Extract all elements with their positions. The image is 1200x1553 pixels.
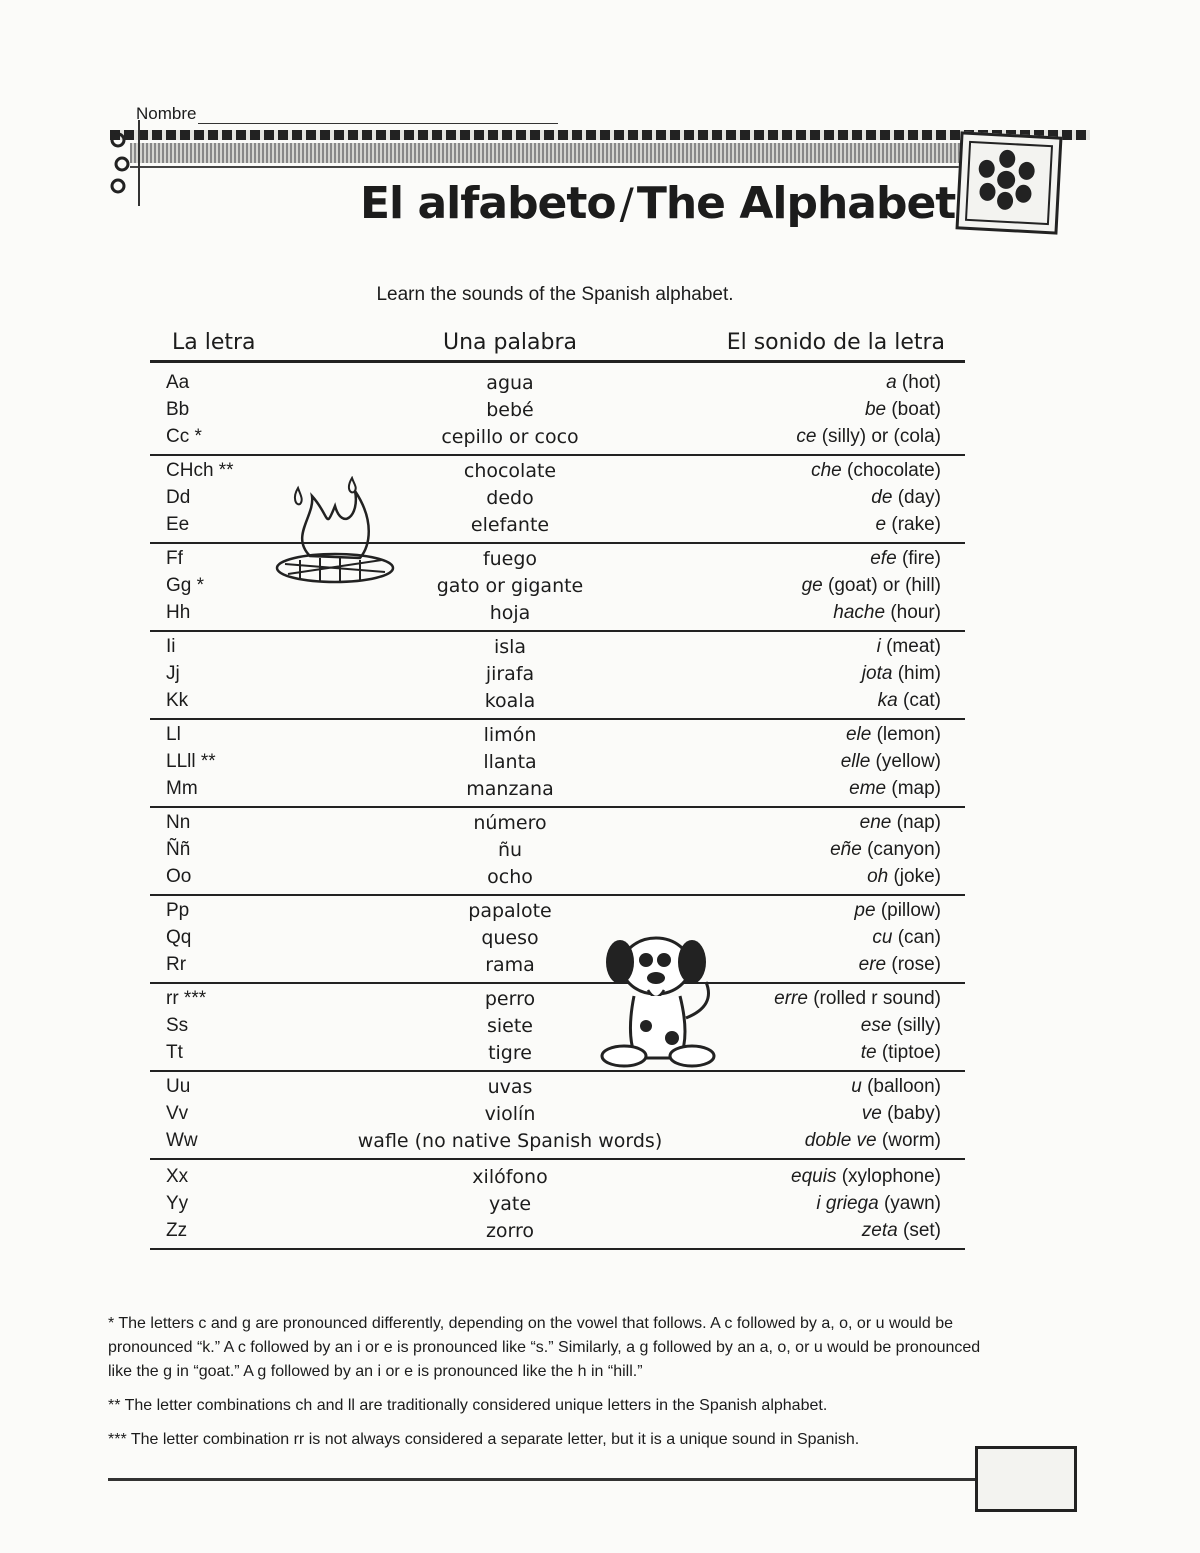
letter-cell: rr *** — [166, 988, 207, 1009]
letter-group — [150, 808, 965, 896]
sound-name: eme — [849, 778, 887, 799]
letter-cell: Ee — [166, 514, 190, 535]
table-row — [150, 399, 965, 427]
table-row — [150, 900, 965, 928]
sound-cell — [854, 900, 941, 922]
column-header-sonido: El sonido de la letra — [726, 330, 945, 355]
letter-cell: Ff — [166, 548, 183, 569]
letter-cell: Oo — [166, 866, 192, 887]
sound-cell — [862, 1220, 941, 1242]
table-row — [150, 866, 965, 894]
sound-cell — [870, 548, 941, 570]
sound-cell — [862, 663, 941, 685]
sound-cell — [833, 602, 941, 624]
table-row — [150, 1166, 965, 1194]
word-cell: tigre — [488, 1042, 532, 1064]
sound-hint: (baby) — [887, 1103, 941, 1124]
word-cell: uvas — [487, 1076, 533, 1098]
letter-cell: Pp — [166, 900, 190, 921]
sound-cell — [841, 751, 941, 773]
sound-name: ene — [859, 812, 892, 833]
sound-name: u — [851, 1076, 862, 1097]
table-row — [150, 1193, 965, 1221]
group-divider — [150, 1158, 965, 1160]
nombre-line — [198, 123, 558, 124]
sound-hint: (can) — [897, 927, 941, 948]
letter-cell: Ll — [166, 724, 181, 745]
sound-cell — [872, 927, 941, 949]
table-row — [150, 1103, 965, 1131]
header-underline — [150, 360, 965, 363]
word-cell: queso — [481, 927, 539, 949]
table-row — [150, 1076, 965, 1104]
table-row — [150, 1130, 965, 1158]
table-row — [150, 1220, 965, 1248]
table-row — [150, 426, 965, 454]
word-cell: elefante — [470, 514, 550, 536]
letter-cell: Nn — [166, 812, 191, 833]
word-cell: agua — [486, 372, 534, 394]
group-divider — [150, 1248, 965, 1250]
campfire-illustration-icon — [270, 476, 400, 591]
letter-group — [150, 720, 965, 808]
word-cell: koala — [484, 690, 536, 712]
dog-illustration-icon — [596, 926, 726, 1081]
word-cell: gato or gigante — [436, 575, 584, 597]
letter-cell: Ww — [166, 1130, 198, 1151]
letter-cell: Cc * — [166, 426, 202, 447]
sound-cell — [861, 1015, 941, 1037]
letter-cell: Ss — [166, 1015, 189, 1036]
sound-name: efe — [870, 548, 897, 569]
sound-hint: (boat) — [891, 399, 941, 420]
table-row — [150, 988, 965, 1016]
word-cell: wafle (no native Spanish words) — [357, 1130, 663, 1152]
word-cell: llanta — [483, 751, 537, 773]
table-row — [150, 751, 965, 779]
column-header-palabra: Una palabra — [442, 330, 578, 355]
word-cell: bebé — [486, 399, 534, 421]
page-subtitle: Learn the sounds of the Spanish alphabet. — [376, 284, 734, 305]
sound-cell — [805, 1130, 941, 1152]
word-cell: chocolate — [463, 460, 557, 482]
word-cell: manzana — [466, 778, 554, 800]
letter-cell: CHch ** — [166, 460, 234, 481]
letter-cell: Zz — [166, 1220, 188, 1241]
letter-group — [150, 896, 965, 984]
sound-name: ele — [845, 724, 872, 745]
sound-name: cu — [872, 927, 893, 948]
sound-hint: (joke) — [893, 866, 941, 887]
word-cell: cepillo or coco — [441, 426, 579, 448]
sound-hint: (him) — [897, 663, 941, 684]
table-row — [150, 602, 965, 630]
letter-cell: Vv — [166, 1103, 189, 1124]
sound-hint: (set) — [903, 1220, 941, 1241]
title-english: The Alphabet — [636, 178, 956, 229]
word-cell: papalote — [468, 900, 552, 922]
letter-cell: LLll ** — [166, 751, 216, 772]
word-cell: yate — [488, 1193, 532, 1215]
sound-hint: (day) — [897, 487, 941, 508]
word-cell: ñu — [497, 839, 523, 861]
sound-name: be — [864, 399, 887, 420]
letter-group — [150, 984, 965, 1072]
sound-cell — [851, 1076, 941, 1098]
sound-name: oh — [867, 866, 889, 887]
sound-name: i — [876, 636, 881, 657]
table-row — [150, 1015, 965, 1043]
sound-hint: (nap) — [896, 812, 941, 833]
sound-cell — [886, 372, 941, 394]
sound-name: ce — [796, 426, 817, 447]
letter-cell: Aa — [166, 372, 190, 393]
sound-cell — [811, 460, 941, 482]
word-cell: xilófono — [472, 1166, 548, 1188]
title-spanish: El alfabeto — [360, 178, 616, 229]
letter-cell: Bb — [166, 399, 190, 420]
sound-hint: (silly) — [896, 1015, 941, 1036]
letter-cell: Jj — [166, 663, 180, 684]
sound-name: eñe — [830, 839, 862, 860]
sound-name: ve — [861, 1103, 882, 1124]
letter-cell: Xx — [166, 1166, 189, 1187]
header-rule — [130, 166, 975, 168]
page-title — [360, 178, 955, 229]
letter-cell: Dd — [166, 487, 191, 508]
sound-name: erre — [774, 988, 808, 1009]
word-cell: dedo — [486, 487, 534, 509]
sound-cell — [849, 778, 941, 800]
letter-group — [150, 632, 965, 720]
sound-hint: (rose) — [891, 954, 941, 975]
footnote-2: ** The letter combinations ch and ll are traditionally considered unique letters in the Spanish alphabet. — [108, 1397, 828, 1414]
sound-name: pe — [854, 900, 876, 921]
table-row — [150, 954, 965, 982]
letter-cell: Qq — [166, 927, 192, 948]
footnote-3: *** The letter combination rr is not always considered a separate letter, but it is a unique sound in Spanish. — [108, 1431, 860, 1448]
sound-cell — [774, 988, 941, 1010]
letter-cell: Uu — [166, 1076, 191, 1097]
sound-hint: (xylophone) — [841, 1166, 941, 1187]
letter-cell: Tt — [166, 1042, 183, 1063]
sound-hint: (goat) or (hill) — [828, 575, 941, 596]
swirl-decoration-icon — [104, 120, 140, 206]
column-header-letra: La letra — [172, 330, 256, 355]
footer-decoration-icon — [975, 1446, 1077, 1512]
word-cell: siete — [486, 1015, 533, 1037]
sound-hint: (lemon) — [876, 724, 941, 745]
word-cell: fuego — [482, 548, 538, 570]
word-cell: zorro — [485, 1220, 535, 1242]
letter-cell: Kk — [166, 690, 189, 711]
sound-hint: (fire) — [901, 548, 941, 569]
word-cell: isla — [493, 636, 527, 658]
sound-name: te — [860, 1042, 877, 1063]
sound-hint: (cat) — [903, 690, 941, 711]
sound-name: hache — [833, 602, 886, 623]
sound-cell — [861, 1042, 941, 1064]
sound-hint: (balloon) — [867, 1076, 941, 1097]
table-row — [150, 663, 965, 691]
sound-hint: (worm) — [881, 1130, 941, 1151]
sound-name: ere — [858, 954, 887, 975]
sound-cell — [878, 690, 941, 712]
letter-cell: Ññ — [166, 839, 191, 860]
sound-name: elle — [840, 751, 871, 772]
table-row — [150, 778, 965, 806]
table-row — [150, 636, 965, 664]
sound-name: i griega — [816, 1193, 879, 1214]
sound-hint: (rake) — [891, 514, 941, 535]
footnote-1: * The letters c and g are pronounced differently, depending on the vowel that follows. A c followed by a, o, or u would be pronounced “k.” A c followed by an i or e is pronounced like “s.” Similarly, a g followed by an a, o, or u would be pronounced like the g in “goat.” A g followed by an i or e is pronounced like the h in “hill.” — [108, 1315, 981, 1380]
sound-name: zeta — [861, 1220, 898, 1241]
word-cell: hoja — [489, 602, 531, 624]
sound-name: de — [871, 487, 893, 508]
sound-cell — [830, 839, 941, 861]
sound-name: doble ve — [804, 1130, 877, 1151]
sound-name: che — [811, 460, 842, 481]
table-row — [150, 1042, 965, 1070]
table-row — [150, 839, 965, 867]
sound-cell — [802, 575, 941, 597]
sound-name: jota — [861, 663, 893, 684]
letter-group — [150, 1072, 965, 1160]
table-row — [150, 690, 965, 718]
sound-cell — [796, 426, 941, 448]
sound-hint: (hot) — [901, 372, 941, 393]
letter-cell: Hh — [166, 602, 191, 623]
word-cell: limón — [483, 724, 537, 746]
sound-hint: (yellow) — [875, 751, 941, 772]
sound-hint: (pillow) — [880, 900, 941, 921]
letter-cell: Rr — [166, 954, 187, 975]
word-cell: violín — [484, 1103, 536, 1125]
sound-name: e — [875, 514, 887, 535]
title-separator: / — [619, 179, 633, 228]
table-row — [150, 724, 965, 752]
flower-icon — [956, 131, 1063, 234]
letter-group — [150, 368, 965, 456]
sound-name: equis — [791, 1166, 837, 1187]
sound-hint: (meat) — [886, 636, 941, 657]
letter-group — [150, 1162, 965, 1250]
header-border-band — [110, 130, 1090, 140]
letter-cell: Ii — [166, 636, 176, 657]
sound-hint: (tiptoe) — [881, 1042, 941, 1063]
sound-name: ge — [801, 575, 823, 596]
word-cell: jirafa — [485, 663, 535, 685]
letter-cell: Mm — [166, 778, 198, 799]
sound-cell — [871, 487, 941, 509]
sound-cell — [865, 399, 941, 421]
sound-hint: (rolled r sound) — [813, 988, 941, 1009]
letter-cell: Gg * — [166, 575, 205, 596]
sound-cell — [816, 1193, 941, 1215]
word-cell: perro — [484, 988, 536, 1010]
table-row — [150, 812, 965, 840]
sound-name: a — [886, 372, 897, 393]
sound-cell — [862, 1103, 941, 1125]
word-cell: rama — [485, 954, 535, 976]
word-cell: ocho — [487, 866, 533, 888]
sound-cell — [860, 812, 941, 834]
sound-cell — [877, 636, 941, 658]
sound-hint: (silly) or (cola) — [821, 426, 941, 447]
sound-cell — [859, 954, 941, 976]
table-row — [150, 927, 965, 955]
sound-hint: (hour) — [890, 602, 941, 623]
sound-cell — [867, 866, 941, 888]
letter-cell: Yy — [166, 1193, 189, 1214]
sound-hint: (canyon) — [867, 839, 941, 860]
sound-hint: (yawn) — [883, 1193, 941, 1214]
sound-name: ese — [860, 1015, 892, 1036]
sound-name: ka — [877, 690, 898, 711]
sound-cell — [846, 724, 941, 746]
sound-cell — [876, 514, 941, 536]
sound-hint: (chocolate) — [847, 460, 941, 481]
header-texture-band — [130, 143, 970, 163]
table-row — [150, 372, 965, 400]
nombre-label: Nombre — [136, 104, 197, 123]
sound-cell — [791, 1166, 941, 1188]
sound-hint: (map) — [891, 778, 941, 799]
word-cell: número — [473, 812, 547, 834]
footer-rule — [108, 1478, 978, 1481]
